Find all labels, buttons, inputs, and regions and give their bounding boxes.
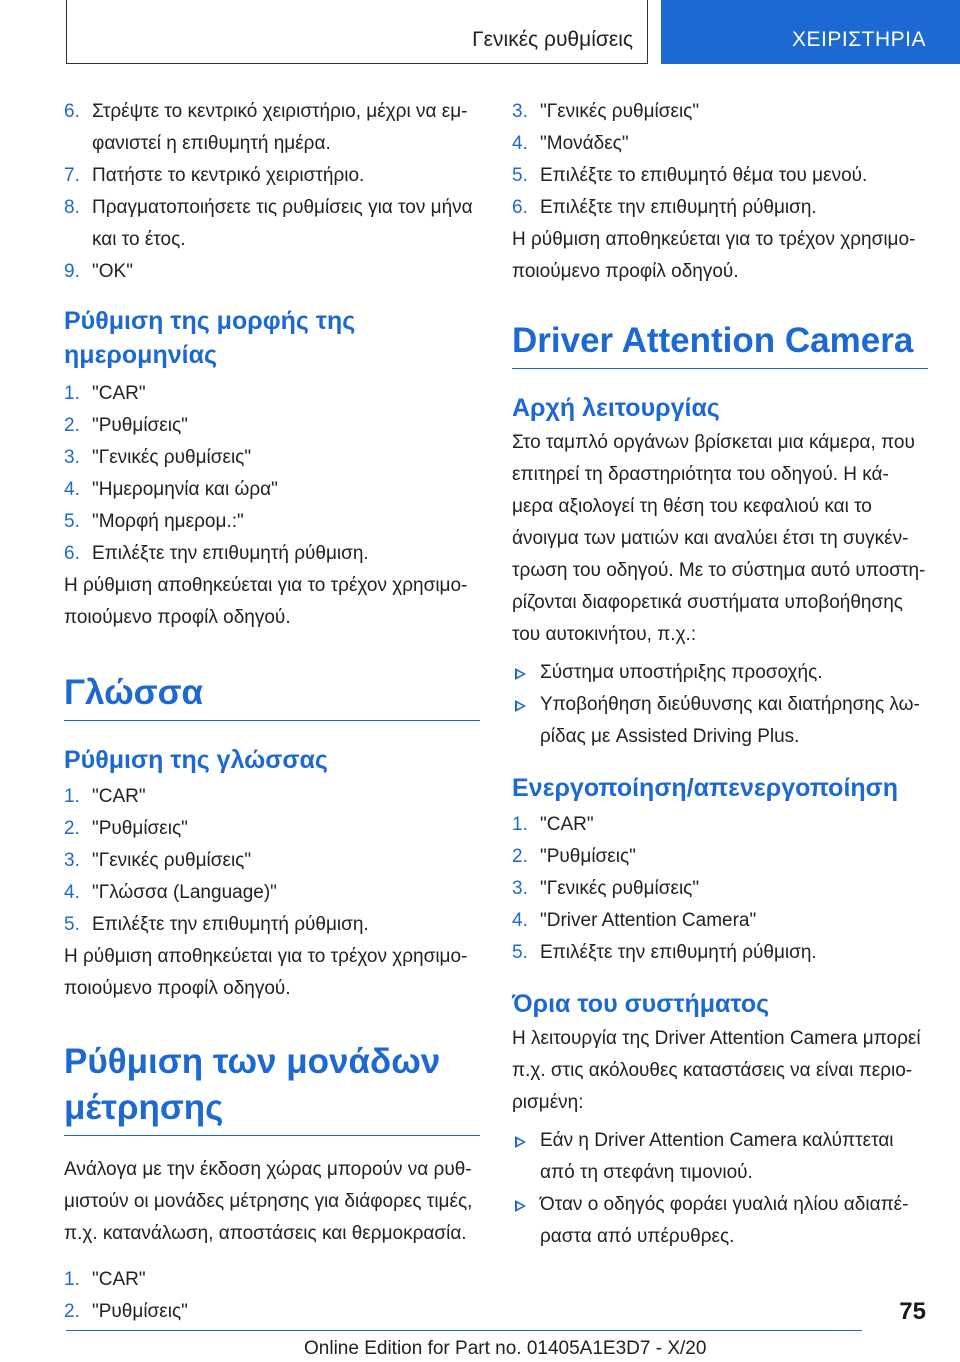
bullet-text: Σύστημα υποστήριξης προσοχής. xyxy=(540,662,823,683)
list-item xyxy=(512,937,928,969)
list-item xyxy=(512,128,928,160)
bullet-text: Υποβοήθηση διεύθυνσης και διατήρησης λω‐ ρίδας με Assisted Driving Plus. xyxy=(540,694,920,747)
list-item xyxy=(64,1296,480,1328)
step-text: "CAR" xyxy=(540,814,594,835)
bullet-text: Όταν ο οδηγός φοράει γυαλιά ηλίου αδιαπέ‐ ραστα από υπέρυθρες. xyxy=(540,1194,909,1247)
step-number: 9. xyxy=(64,261,80,282)
dac-title: Driver Attention Camera xyxy=(512,318,928,369)
header-section-box xyxy=(66,0,648,64)
section-title: Γενικές ρυθμίσεις xyxy=(472,28,633,51)
list-item xyxy=(64,781,480,813)
date-format-note: Η ρύθμιση αποθηκεύεται για το τρέχον χρησιμο‐ ποιούμενο προφίλ οδηγού. xyxy=(64,575,468,628)
list-item xyxy=(64,256,480,288)
step-text: "Γενικές ρυθμίσεις" xyxy=(540,878,700,899)
step-number: 8. xyxy=(64,197,80,218)
list-item xyxy=(64,192,480,256)
step-number: 6. xyxy=(512,197,528,218)
step-text: "CAR" xyxy=(92,786,146,807)
bullet-text: Εάν η Driver Attention Camera καλύπτεται από τη στεφάνη τιμονιού. xyxy=(540,1130,894,1183)
step-number: 1. xyxy=(64,383,80,404)
step-text: "Γενικές ρυθμίσεις" xyxy=(92,447,252,468)
step-text: "Driver Attention Camera" xyxy=(540,910,757,931)
right-column xyxy=(512,96,928,1253)
left-column xyxy=(64,96,480,1328)
step-number: 2. xyxy=(64,415,80,436)
chapter-title: ΧΕΙΡΙΣΤΗΡΙΑ xyxy=(791,28,926,51)
step-text: "CAR" xyxy=(92,383,146,404)
step-text: "Γενικές ρυθμίσεις" xyxy=(92,850,252,871)
page-number: 75 xyxy=(899,1298,926,1325)
step-number: 1. xyxy=(64,786,80,807)
step-number: 5. xyxy=(512,165,528,186)
step-number: 3. xyxy=(512,878,528,899)
step-number: 6. xyxy=(64,101,80,122)
footer-divider xyxy=(66,1330,862,1331)
step-number: 2. xyxy=(64,1301,80,1322)
list-item xyxy=(512,657,928,689)
step-text: "Ρυθμίσεις" xyxy=(540,846,636,867)
principle-heading: Αρχή λειτουργίας xyxy=(512,394,720,422)
list-item xyxy=(512,1189,928,1253)
step-number: 3. xyxy=(512,101,528,122)
list-item xyxy=(512,689,928,753)
step-text: Πατήστε το κεντρικό χειριστήριο. xyxy=(92,165,365,186)
step-number: 2. xyxy=(512,846,528,867)
step-number: 7. xyxy=(64,165,80,186)
edition-footer: Online Edition for Part no. 01405A1E3D7 - X/20 xyxy=(304,1338,707,1359)
step-text: Επιλέξτε το επιθυμητό θέμα του μενού. xyxy=(540,165,868,186)
step-text: Επιλέξτε την επιθυμητή ρύθμιση. xyxy=(540,197,817,218)
triangle-bullet-icon xyxy=(515,700,526,712)
step-number: 4. xyxy=(64,882,80,903)
triangle-bullet-icon xyxy=(515,668,526,680)
step-number: 4. xyxy=(512,133,528,154)
toggle-heading: Ενεργοποίηση/απενεργοποίηση xyxy=(512,774,899,802)
step-text: "Ρυθμίσεις" xyxy=(92,415,188,436)
step-number: 4. xyxy=(64,479,80,500)
list-item xyxy=(64,813,480,845)
list-item xyxy=(64,474,480,506)
list-item xyxy=(512,905,928,937)
step-text: "OK" xyxy=(92,261,133,282)
list-item xyxy=(512,96,928,128)
step-number: 1. xyxy=(512,814,528,835)
date-format-heading: Ρύθμιση της μορφής της ημερομηνίας xyxy=(64,307,356,369)
list-item xyxy=(512,1125,928,1189)
units-title: Ρύθμιση των μονάδων μέτρησης xyxy=(64,1039,480,1136)
principle-text: Στο ταμπλό οργάνων βρίσκεται μια κάμερα, που επιτηρεί τη δραστηριότητα του οδηγού. Η κά‐ μερα αξιολογεί τη θέση του κεφαλιού και το άνοιγμα των ματιών και αναλύει έτσι τη συγκέν‐ τρωση του οδηγού. Με το σύστημα αυτό υποστη‐ ρίζονται διαφορετικά συστήματα υποβοήθησης του αυτοκινήτου, π.χ.: xyxy=(512,432,926,645)
step-text: Πραγματοποιήσετε τις ρυθμίσεις για τον μήνα και το έτος. xyxy=(92,197,473,250)
step-text: "Γενικές ρυθμίσεις" xyxy=(540,101,700,122)
triangle-bullet-icon xyxy=(515,1136,526,1148)
list-item xyxy=(512,192,928,224)
step-text: Επιλέξτε την επιθυμητή ρύθμιση. xyxy=(540,942,817,963)
step-text: "Γλώσσα (Language)" xyxy=(92,882,277,903)
list-item xyxy=(64,877,480,909)
triangle-bullet-icon xyxy=(515,1200,526,1212)
list-item xyxy=(64,96,480,160)
step-number: 6. xyxy=(64,543,80,564)
list-item xyxy=(512,873,928,905)
language-note: Η ρύθμιση αποθηκεύεται για το τρέχον χρησιμο‐ ποιούμενο προφίλ οδηγού. xyxy=(64,946,468,999)
list-item xyxy=(512,841,928,873)
language-title: Γλώσσα xyxy=(64,670,480,721)
step-number: 3. xyxy=(64,850,80,871)
list-item xyxy=(512,809,928,841)
step-number: 5. xyxy=(64,511,80,532)
step-text: "Ρυθμίσεις" xyxy=(92,1301,188,1322)
units-intro: Ανάλογα με την έκδοση χώρας μπορούν να ρυθ‐ μιστούν οι μονάδες μέτρησης για διάφορες τιμές, π.χ. κατανάλωση, αποστάσεις και θερμοκρασία. xyxy=(64,1159,473,1244)
list-item xyxy=(64,410,480,442)
step-text: Επιλέξτε την επιθυμητή ρύθμιση. xyxy=(92,543,369,564)
limits-text: Η λειτουργία της Driver Attention Camera μπορεί π.χ. στις ακόλουθες καταστάσεις να είναι περιο‐ ρισμένη: xyxy=(512,1028,921,1113)
step-text: "Μορφή ημερομ.:" xyxy=(92,511,244,532)
step-text: Επιλέξτε την επιθυμητή ρύθμιση. xyxy=(92,914,369,935)
step-number: 5. xyxy=(512,942,528,963)
step-number: 1. xyxy=(64,1269,80,1290)
limits-heading: Όρια του συστήματος xyxy=(512,990,770,1018)
step-text: "Ρυθμίσεις" xyxy=(92,818,188,839)
step-text: "Μονάδες" xyxy=(540,133,629,154)
step-number: 2. xyxy=(64,818,80,839)
step-text: "CAR" xyxy=(92,1269,146,1290)
step-text: "Ημερομηνία και ώρα" xyxy=(92,479,278,500)
list-item xyxy=(64,909,480,941)
step-number: 3. xyxy=(64,447,80,468)
list-item xyxy=(512,160,928,192)
step-text: Στρέψτε το κεντρικό χειριστήριο, μέχρι να εμ‐ φανιστεί η επιθυμητή ημέρα. xyxy=(92,101,468,154)
list-item xyxy=(64,538,480,570)
step-number: 4. xyxy=(512,910,528,931)
list-item xyxy=(64,378,480,410)
list-item xyxy=(64,1264,480,1296)
list-item xyxy=(64,160,480,192)
list-item xyxy=(64,845,480,877)
step-number: 5. xyxy=(64,914,80,935)
chapter-tab[interactable] xyxy=(661,0,960,64)
language-heading: Ρύθμιση της γλώσσας xyxy=(64,746,328,774)
list-item xyxy=(64,506,480,538)
list-item xyxy=(64,442,480,474)
units-note: Η ρύθμιση αποθηκεύεται για το τρέχον χρησιμο‐ ποιούμενο προφίλ οδηγού. xyxy=(512,229,916,282)
